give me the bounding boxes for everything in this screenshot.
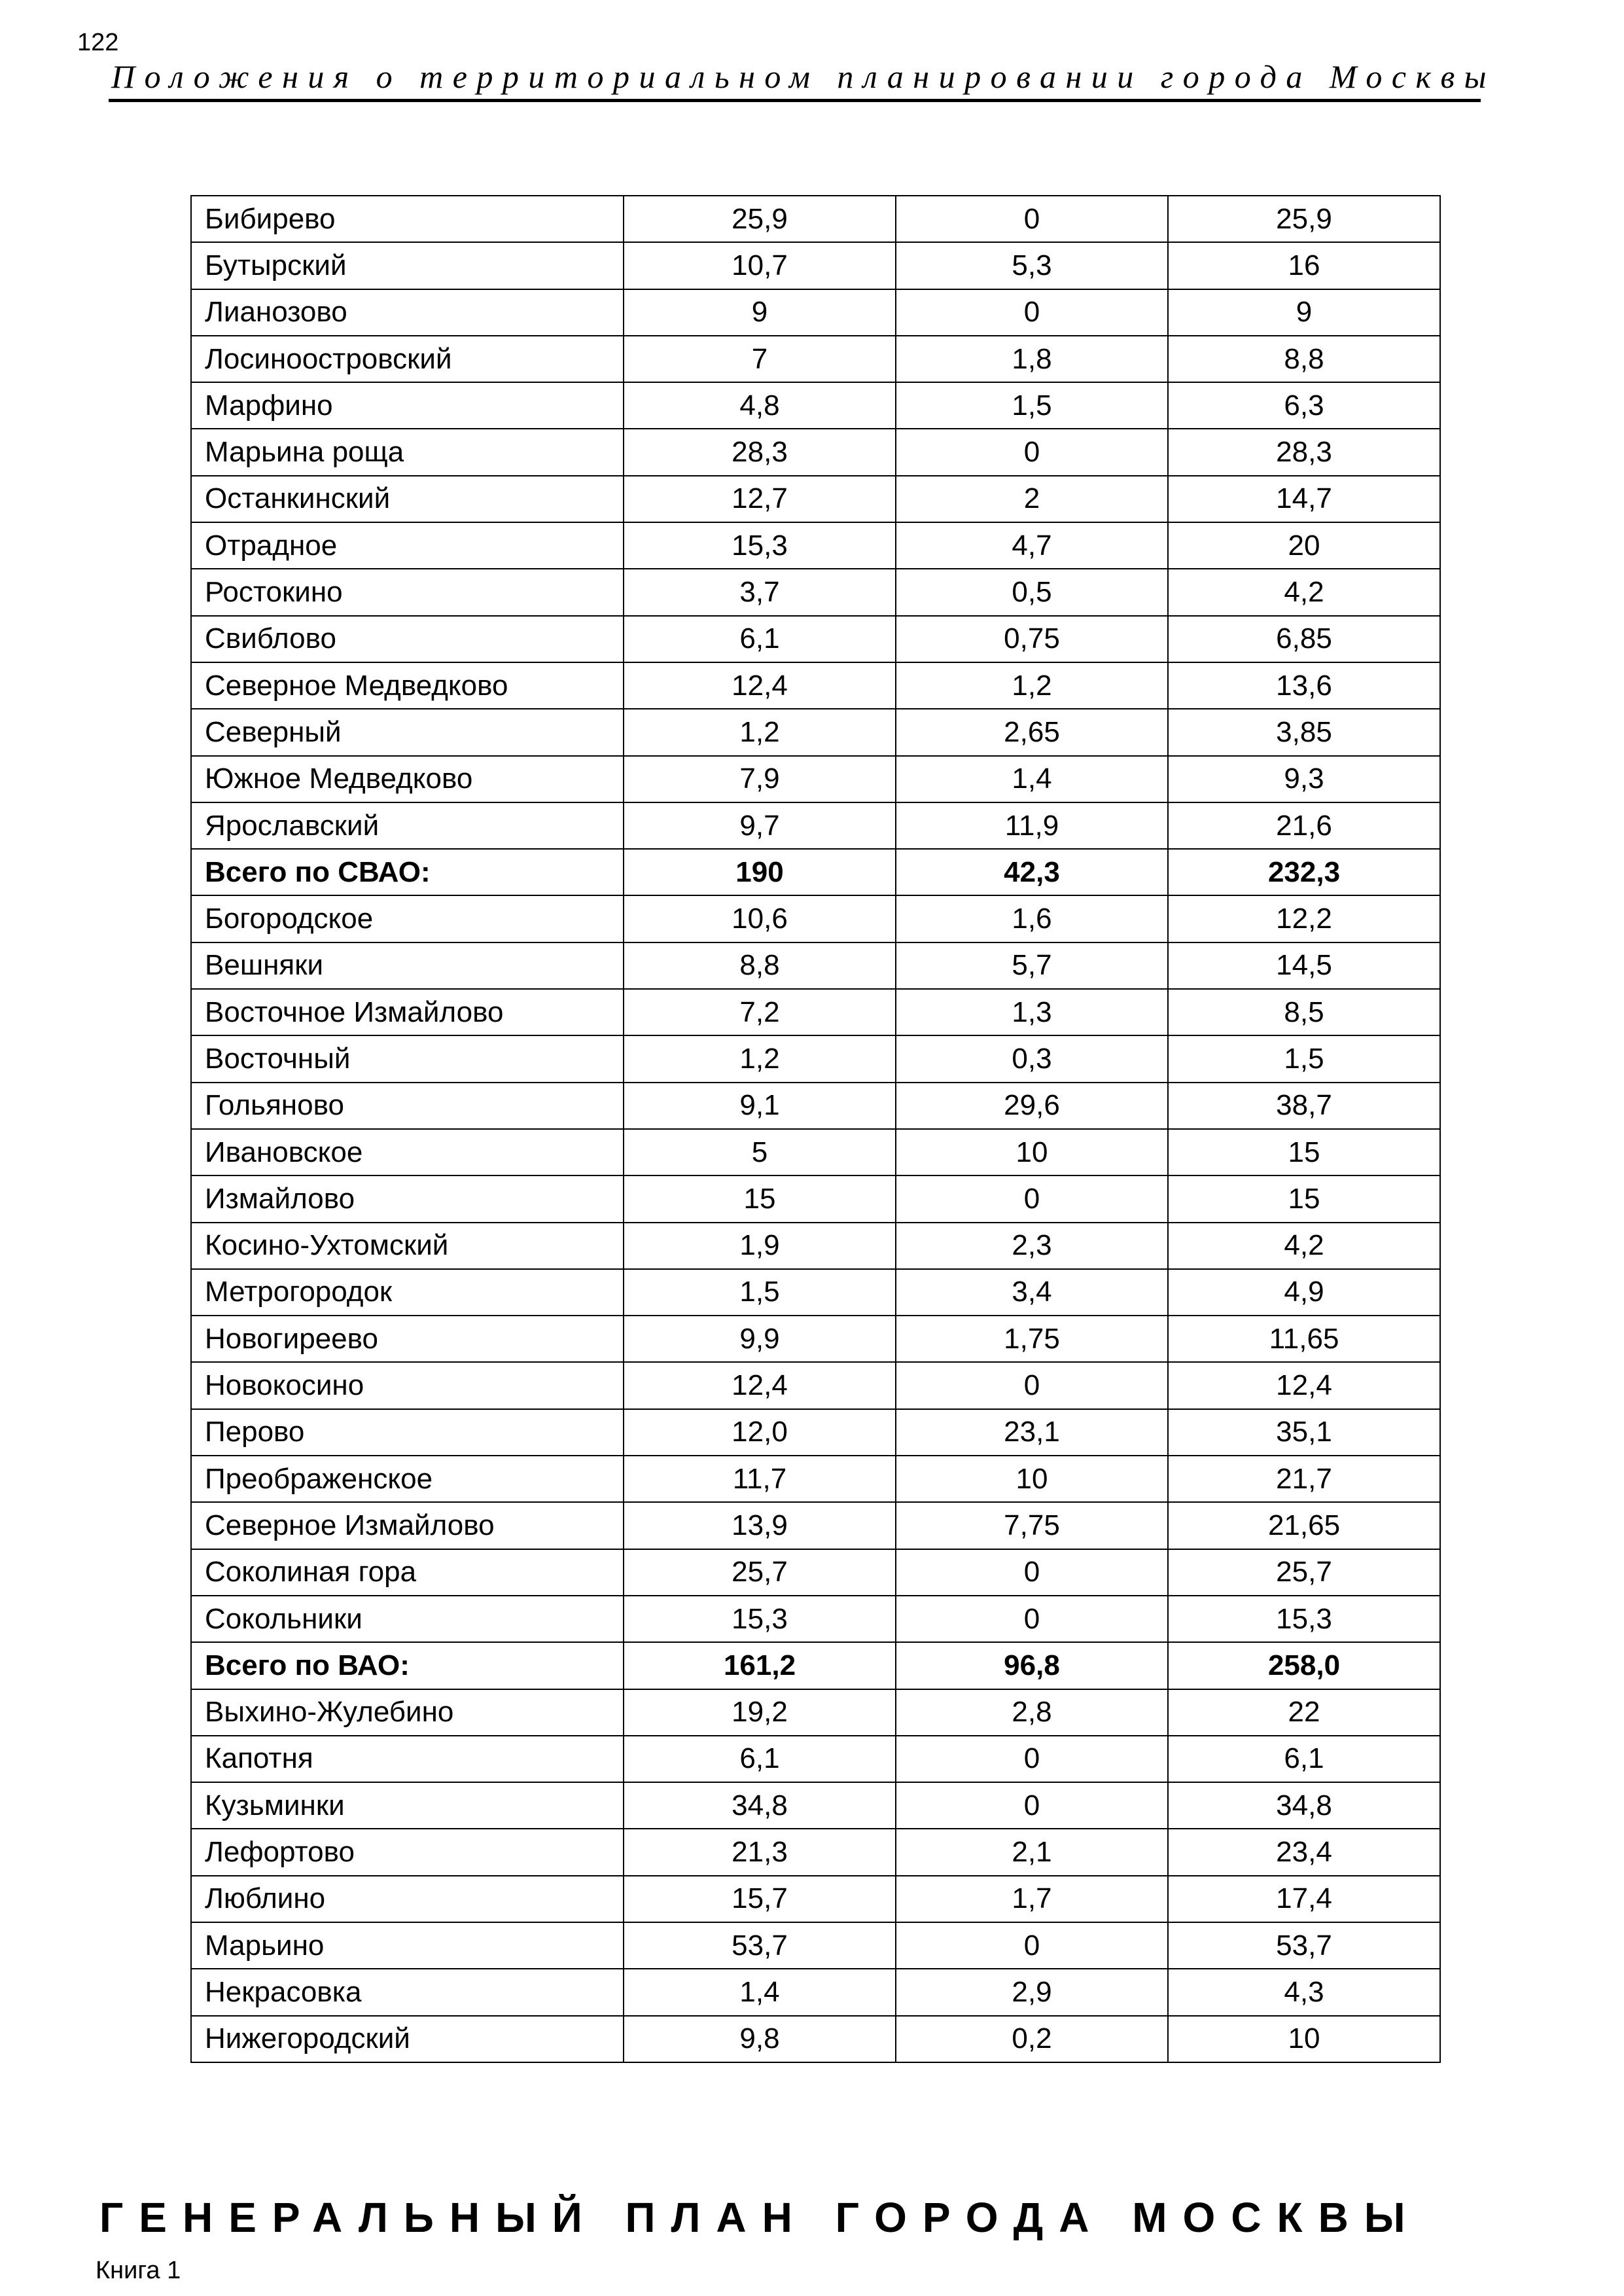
total-cell: 17,4 [1168,1876,1440,1922]
page-number: 122 [77,29,119,56]
total-cell: 4,9 [1168,1269,1440,1316]
district-name-cell: Лосиноостровский [191,336,624,382]
total-cell: 10 [1168,2016,1440,2062]
table-body [191,196,1440,2062]
value-2-cell: 0,5 [896,569,1168,615]
book-label: Книга 1 [96,2257,181,2284]
value-2-cell: 11,9 [896,802,1168,849]
table-row [191,756,1440,802]
value-1-cell: 13,9 [624,1502,896,1549]
total-cell: 25,7 [1168,1549,1440,1596]
table-row [191,1922,1440,1969]
table-row [191,989,1440,1035]
value-1-cell: 190 [624,849,896,895]
table-total-row [191,849,1440,895]
district-name-cell: Вешняки [191,942,624,989]
district-name-cell: Всего по СВАО: [191,849,624,895]
total-cell: 21,6 [1168,802,1440,849]
district-name-cell: Лианозово [191,289,624,336]
total-cell: 14,5 [1168,942,1440,989]
table-row [191,569,1440,615]
value-2-cell: 0,2 [896,2016,1168,2062]
total-cell: 53,7 [1168,1922,1440,1969]
total-cell: 9 [1168,289,1440,336]
value-1-cell: 7,9 [624,756,896,802]
value-2-cell: 10 [896,1129,1168,1175]
table-row [191,289,1440,336]
value-2-cell: 0 [896,1175,1168,1222]
footer-title: ГЕНЕРАЛЬНЫЙ ПЛАН ГОРОДА МОСКВЫ [99,2194,1421,2241]
value-1-cell: 10,7 [624,242,896,289]
value-2-cell: 0 [896,1549,1168,1596]
table-total-row [191,1642,1440,1689]
district-name-cell: Богородское [191,895,624,942]
value-1-cell: 15,7 [624,1876,896,1922]
value-1-cell: 1,9 [624,1223,896,1269]
value-2-cell: 0 [896,1736,1168,1782]
table-row [191,429,1440,475]
table-row [191,1876,1440,1922]
district-name-cell: Сокольники [191,1596,624,1642]
value-2-cell: 1,75 [896,1316,1168,1362]
table-row [191,1596,1440,1642]
table-row [191,1223,1440,1269]
district-name-cell: Ивановское [191,1129,624,1175]
value-1-cell: 25,7 [624,1549,896,1596]
value-2-cell: 1,4 [896,756,1168,802]
district-name-cell: Восточный [191,1035,624,1082]
running-title: Положения о территориальном планировании города Москвы [111,58,1496,95]
value-2-cell: 1,8 [896,336,1168,382]
district-name-cell: Измайлово [191,1175,624,1222]
value-2-cell: 2,3 [896,1223,1168,1269]
value-2-cell: 5,7 [896,942,1168,989]
table-row [191,662,1440,709]
district-name-cell: Восточное Измайлово [191,989,624,1035]
table-row [191,895,1440,942]
district-name-cell: Южное Медведково [191,756,624,802]
district-name-cell: Гольяново [191,1083,624,1129]
total-cell: 22 [1168,1689,1440,1736]
district-name-cell: Всего по ВАО: [191,1642,624,1689]
value-2-cell: 1,7 [896,1876,1168,1922]
value-2-cell: 0 [896,289,1168,336]
table-row [191,1736,1440,1782]
value-1-cell: 9,1 [624,1083,896,1129]
value-1-cell: 25,9 [624,196,896,242]
district-name-cell: Некрасовка [191,1969,624,2015]
total-cell: 258,0 [1168,1642,1440,1689]
table-row [191,476,1440,522]
district-name-cell: Новокосино [191,1362,624,1408]
total-cell: 23,4 [1168,1829,1440,1875]
value-1-cell: 21,3 [624,1829,896,1875]
total-cell: 6,3 [1168,382,1440,429]
district-name-cell: Марьино [191,1922,624,1969]
total-cell: 8,5 [1168,989,1440,1035]
value-1-cell: 10,6 [624,895,896,942]
table-row [191,1316,1440,1362]
district-name-cell: Кузьминки [191,1782,624,1829]
value-1-cell: 6,1 [624,1736,896,1782]
district-name-cell: Марьина роща [191,429,624,475]
total-cell: 34,8 [1168,1782,1440,1829]
value-1-cell: 12,7 [624,476,896,522]
total-cell: 38,7 [1168,1083,1440,1129]
value-1-cell: 7 [624,336,896,382]
total-cell: 15,3 [1168,1596,1440,1642]
district-name-cell: Северное Измайлово [191,1502,624,1549]
total-cell: 1,5 [1168,1035,1440,1082]
table-row [191,1969,1440,2015]
value-2-cell: 23,1 [896,1409,1168,1456]
total-cell: 14,7 [1168,476,1440,522]
table-row [191,1269,1440,1316]
value-2-cell: 7,75 [896,1502,1168,1549]
total-cell: 15 [1168,1129,1440,1175]
table-row [191,2016,1440,2062]
value-2-cell: 0,75 [896,616,1168,662]
value-2-cell: 0,3 [896,1035,1168,1082]
value-2-cell: 2,8 [896,1689,1168,1736]
value-2-cell: 0 [896,1362,1168,1408]
value-2-cell: 0 [896,429,1168,475]
total-cell: 25,9 [1168,196,1440,242]
district-name-cell: Лефортово [191,1829,624,1875]
district-name-cell: Нижегородский [191,2016,624,2062]
value-1-cell: 1,4 [624,1969,896,2015]
total-cell: 13,6 [1168,662,1440,709]
value-1-cell: 7,2 [624,989,896,1035]
district-name-cell: Марфино [191,382,624,429]
table-row [191,242,1440,289]
value-1-cell: 9,8 [624,2016,896,2062]
total-cell: 21,7 [1168,1456,1440,1502]
value-2-cell: 0 [896,1782,1168,1829]
district-name-cell: Свиблово [191,616,624,662]
value-2-cell: 29,6 [896,1083,1168,1129]
value-1-cell: 1,2 [624,709,896,755]
value-2-cell: 2,65 [896,709,1168,755]
table-row [191,1035,1440,1082]
total-cell: 4,3 [1168,1969,1440,2015]
table-row [191,1362,1440,1408]
value-1-cell: 12,0 [624,1409,896,1456]
value-2-cell: 0 [896,1922,1168,1969]
value-2-cell: 2 [896,476,1168,522]
table-row [191,1083,1440,1129]
value-2-cell: 3,4 [896,1269,1168,1316]
value-1-cell: 15 [624,1175,896,1222]
value-1-cell: 5 [624,1129,896,1175]
value-1-cell: 15,3 [624,522,896,569]
table-row [191,1409,1440,1456]
value-2-cell: 1,5 [896,382,1168,429]
table-row [191,802,1440,849]
value-1-cell: 6,1 [624,616,896,662]
value-2-cell: 42,3 [896,849,1168,895]
district-name-cell: Бутырский [191,242,624,289]
value-1-cell: 9,9 [624,1316,896,1362]
value-2-cell: 1,2 [896,662,1168,709]
district-name-cell: Выхино-Жулебино [191,1689,624,1736]
total-cell: 12,4 [1168,1362,1440,1408]
district-name-cell: Соколиная гора [191,1549,624,1596]
district-name-cell: Северный [191,709,624,755]
total-cell: 232,3 [1168,849,1440,895]
total-cell: 12,2 [1168,895,1440,942]
value-1-cell: 161,2 [624,1642,896,1689]
district-name-cell: Косино-Ухтомский [191,1223,624,1269]
total-cell: 6,85 [1168,616,1440,662]
value-1-cell: 15,3 [624,1596,896,1642]
district-name-cell: Метрогородок [191,1269,624,1316]
total-cell: 16 [1168,242,1440,289]
table-row [191,196,1440,242]
table-row [191,1689,1440,1736]
total-cell: 11,65 [1168,1316,1440,1362]
table-row [191,382,1440,429]
table-row [191,1549,1440,1596]
value-1-cell: 4,8 [624,382,896,429]
value-1-cell: 11,7 [624,1456,896,1502]
value-1-cell: 12,4 [624,662,896,709]
table-row [191,1829,1440,1875]
table-row [191,522,1440,569]
value-1-cell: 9,7 [624,802,896,849]
total-cell: 35,1 [1168,1409,1440,1456]
value-2-cell: 2,9 [896,1969,1168,2015]
value-1-cell: 53,7 [624,1922,896,1969]
table-row [191,1129,1440,1175]
value-2-cell: 0 [896,1596,1168,1642]
district-name-cell: Ярославский [191,802,624,849]
value-1-cell: 1,5 [624,1269,896,1316]
district-name-cell: Новогиреево [191,1316,624,1362]
total-cell: 9,3 [1168,756,1440,802]
header-rule [109,99,1481,102]
value-2-cell: 10 [896,1456,1168,1502]
district-name-cell: Перово [191,1409,624,1456]
total-cell: 3,85 [1168,709,1440,755]
table-row [191,1175,1440,1222]
total-cell: 6,1 [1168,1736,1440,1782]
value-2-cell: 96,8 [896,1642,1168,1689]
table-row [191,336,1440,382]
value-1-cell: 1,2 [624,1035,896,1082]
district-table [190,195,1441,2063]
table-row [191,616,1440,662]
district-name-cell: Северное Медведково [191,662,624,709]
total-cell: 8,8 [1168,336,1440,382]
total-cell: 28,3 [1168,429,1440,475]
value-1-cell: 9 [624,289,896,336]
table-row [191,1456,1440,1502]
value-1-cell: 3,7 [624,569,896,615]
district-name-cell: Преображенское [191,1456,624,1502]
value-2-cell: 1,6 [896,895,1168,942]
value-2-cell: 0 [896,196,1168,242]
value-2-cell: 5,3 [896,242,1168,289]
district-name-cell: Останкинский [191,476,624,522]
value-1-cell: 28,3 [624,429,896,475]
value-1-cell: 12,4 [624,1362,896,1408]
total-cell: 15 [1168,1175,1440,1222]
table-row [191,709,1440,755]
total-cell: 4,2 [1168,1223,1440,1269]
table-row [191,1782,1440,1829]
district-name-cell: Люблино [191,1876,624,1922]
value-2-cell: 2,1 [896,1829,1168,1875]
table-row [191,942,1440,989]
value-1-cell: 8,8 [624,942,896,989]
district-name-cell: Капотня [191,1736,624,1782]
table-row [191,1502,1440,1549]
district-name-cell: Ростокино [191,569,624,615]
value-2-cell: 1,3 [896,989,1168,1035]
value-1-cell: 19,2 [624,1689,896,1736]
total-cell: 20 [1168,522,1440,569]
district-name-cell: Бибирево [191,196,624,242]
district-name-cell: Отрадное [191,522,624,569]
total-cell: 21,65 [1168,1502,1440,1549]
value-2-cell: 4,7 [896,522,1168,569]
total-cell: 4,2 [1168,569,1440,615]
value-1-cell: 34,8 [624,1782,896,1829]
